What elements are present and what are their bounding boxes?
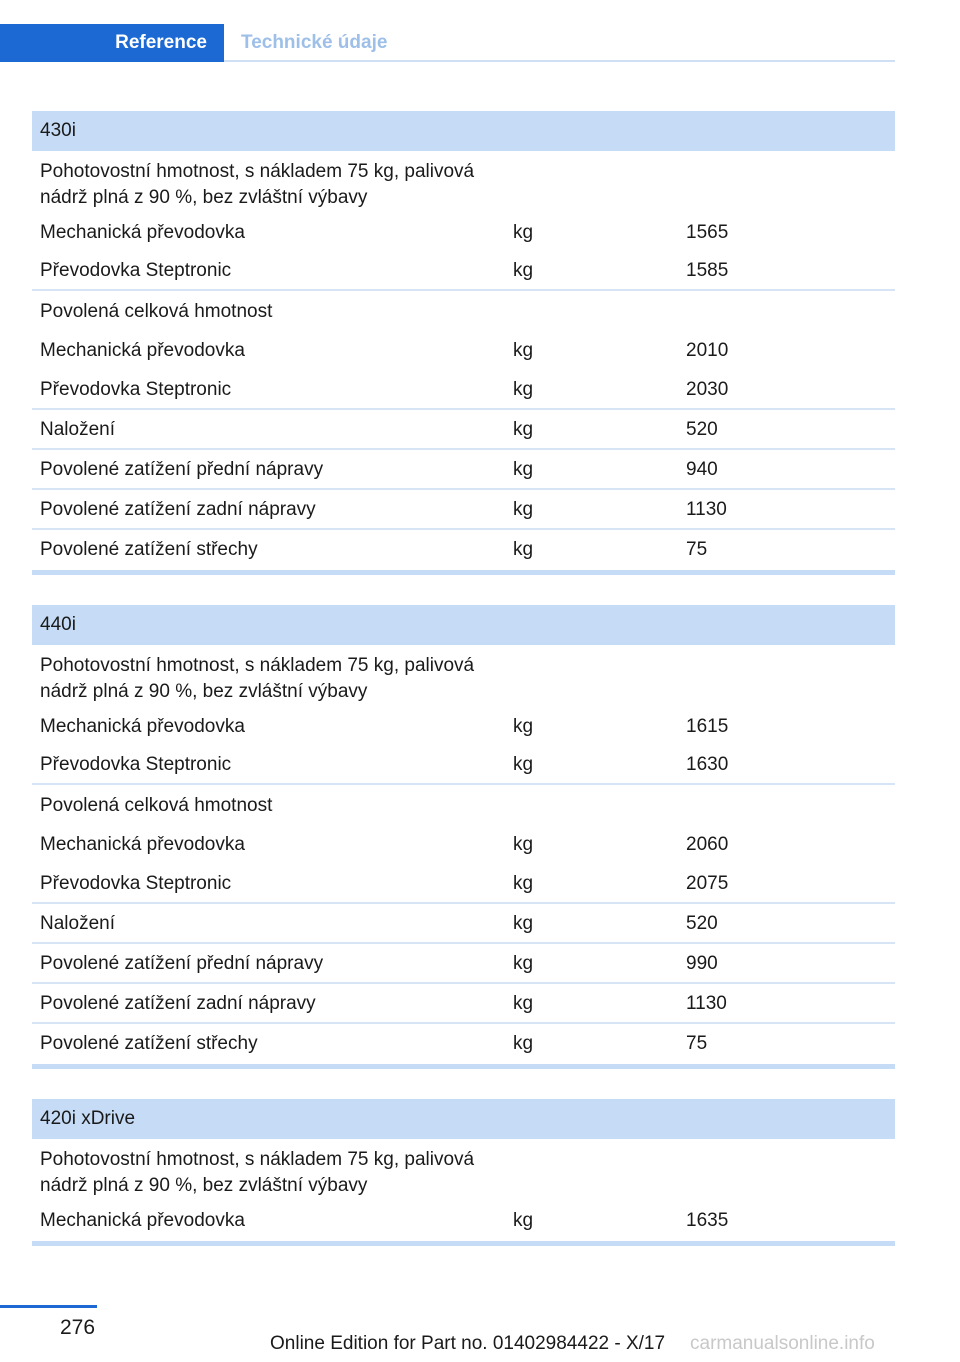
row-label: Převodovka Steptronic [40,379,232,400]
row-unit: kg [513,754,534,775]
row-label: Mechanická převodovka [40,1210,245,1231]
table-row [32,745,895,785]
table-title: 420i xDrive [32,1099,895,1139]
row-unit: kg [513,913,534,934]
table-end-rule [32,1064,895,1069]
row-value: 1635 [686,1210,729,1231]
table-row [32,864,895,904]
row-label: Povolené zatížení střechy [40,539,258,560]
edition-note: Online Edition for Part no. 01402984422 - X/17 [270,1333,666,1354]
row-unit: kg [513,499,534,520]
tab-technical-data[interactable]: Technické údaje [241,32,388,53]
spec-table-440i [32,605,895,1069]
row-value: 990 [686,953,718,974]
row-unit: kg [513,379,534,400]
row-label: Mechanická převodovka [40,716,245,737]
row-label: Mechanická převodovka [40,834,245,855]
row-label: Mechanická převodovka [40,340,245,361]
row-value: 1130 [686,499,727,520]
row-unit: kg [513,1210,534,1231]
row-value: 520 [686,419,718,440]
table-row [32,450,895,490]
row-label: Převodovka Steptronic [40,754,232,775]
row-unit: kg [513,340,534,361]
row-unit: kg [513,260,534,281]
table-row [32,213,895,251]
tab-reference[interactable]: Reference [0,24,224,62]
table-row [32,331,895,370]
row-value: 2030 [686,379,729,400]
table-row [32,490,895,530]
row-label: Pohotovostní hmotnost, s nákladem 75 kg, palivová nádrž plná z 90 %, bez zvláštní výbavy [40,1149,475,1196]
row-label: Naložení [40,419,115,440]
table-row [32,707,895,745]
table-row [32,944,895,984]
spec-table-420i-xdrive [32,1099,895,1246]
row-label: Povolené zatížení přední nápravy [40,459,324,480]
row-value: 940 [686,459,718,480]
table-end-rule [32,1241,895,1246]
row-unit: kg [513,1033,534,1054]
table-row [32,904,895,944]
table-row [32,984,895,1024]
table-row [32,1201,895,1241]
spec-table-430i [32,111,895,575]
table-row [32,151,895,213]
table-row [32,291,895,331]
table-row [32,825,895,864]
table-row [32,785,895,825]
row-label: Povolená celková hmotnost [40,795,273,816]
row-unit: kg [513,716,534,737]
row-label: Povolené zatížení střechy [40,1033,258,1054]
table-row [32,1139,895,1201]
row-label: Naložení [40,913,115,934]
row-label: Povolené zatížení přední nápravy [40,953,324,974]
table-end-rule [32,570,895,575]
table-title: 440i [32,605,895,645]
row-label: Převodovka Steptronic [40,873,232,894]
row-label: Převodovka Steptronic [40,260,232,281]
row-label: Pohotovostní hmotnost, s nákladem 75 kg, palivová nádrž plná z 90 %, bez zvláštní výbavy [40,161,475,208]
row-value: 1615 [686,716,729,737]
row-value: 75 [686,1033,708,1054]
page-number: 276 [60,1316,96,1339]
row-unit: kg [513,834,534,855]
row-value: 1565 [686,222,729,243]
header-rule [224,60,895,62]
row-value: 2060 [686,834,729,855]
table-row [32,530,895,570]
table-row [32,1024,895,1064]
table-row [32,410,895,450]
row-unit: kg [513,953,534,974]
row-value: 1130 [686,993,727,1014]
row-value: 2075 [686,873,729,894]
row-value: 1630 [686,754,729,775]
page-header [0,24,895,62]
row-label: Pohotovostní hmotnost, s nákladem 75 kg, palivová nádrž plná z 90 %, bez zvláštní výbavy [40,655,475,702]
row-unit: kg [513,873,534,894]
row-label: Mechanická převodovka [40,222,245,243]
row-value: 2010 [686,340,729,361]
table-row [32,251,895,291]
table-row [32,370,895,410]
row-value: 520 [686,913,718,934]
row-unit: kg [513,539,534,560]
table-row [32,645,895,707]
row-unit: kg [513,993,534,1014]
row-unit: kg [513,419,534,440]
row-value: 75 [686,539,708,560]
watermark: carmanualsonline.info [690,1333,875,1354]
row-unit: kg [513,222,534,243]
row-value: 1585 [686,260,729,281]
row-unit: kg [513,459,534,480]
row-label: Povolené zatížení zadní nápravy [40,993,316,1014]
table-title: 430i [32,111,895,151]
row-label: Povolené zatížení zadní nápravy [40,499,316,520]
footer-accent-line [0,1305,97,1308]
row-label: Povolená celková hmotnost [40,301,273,322]
